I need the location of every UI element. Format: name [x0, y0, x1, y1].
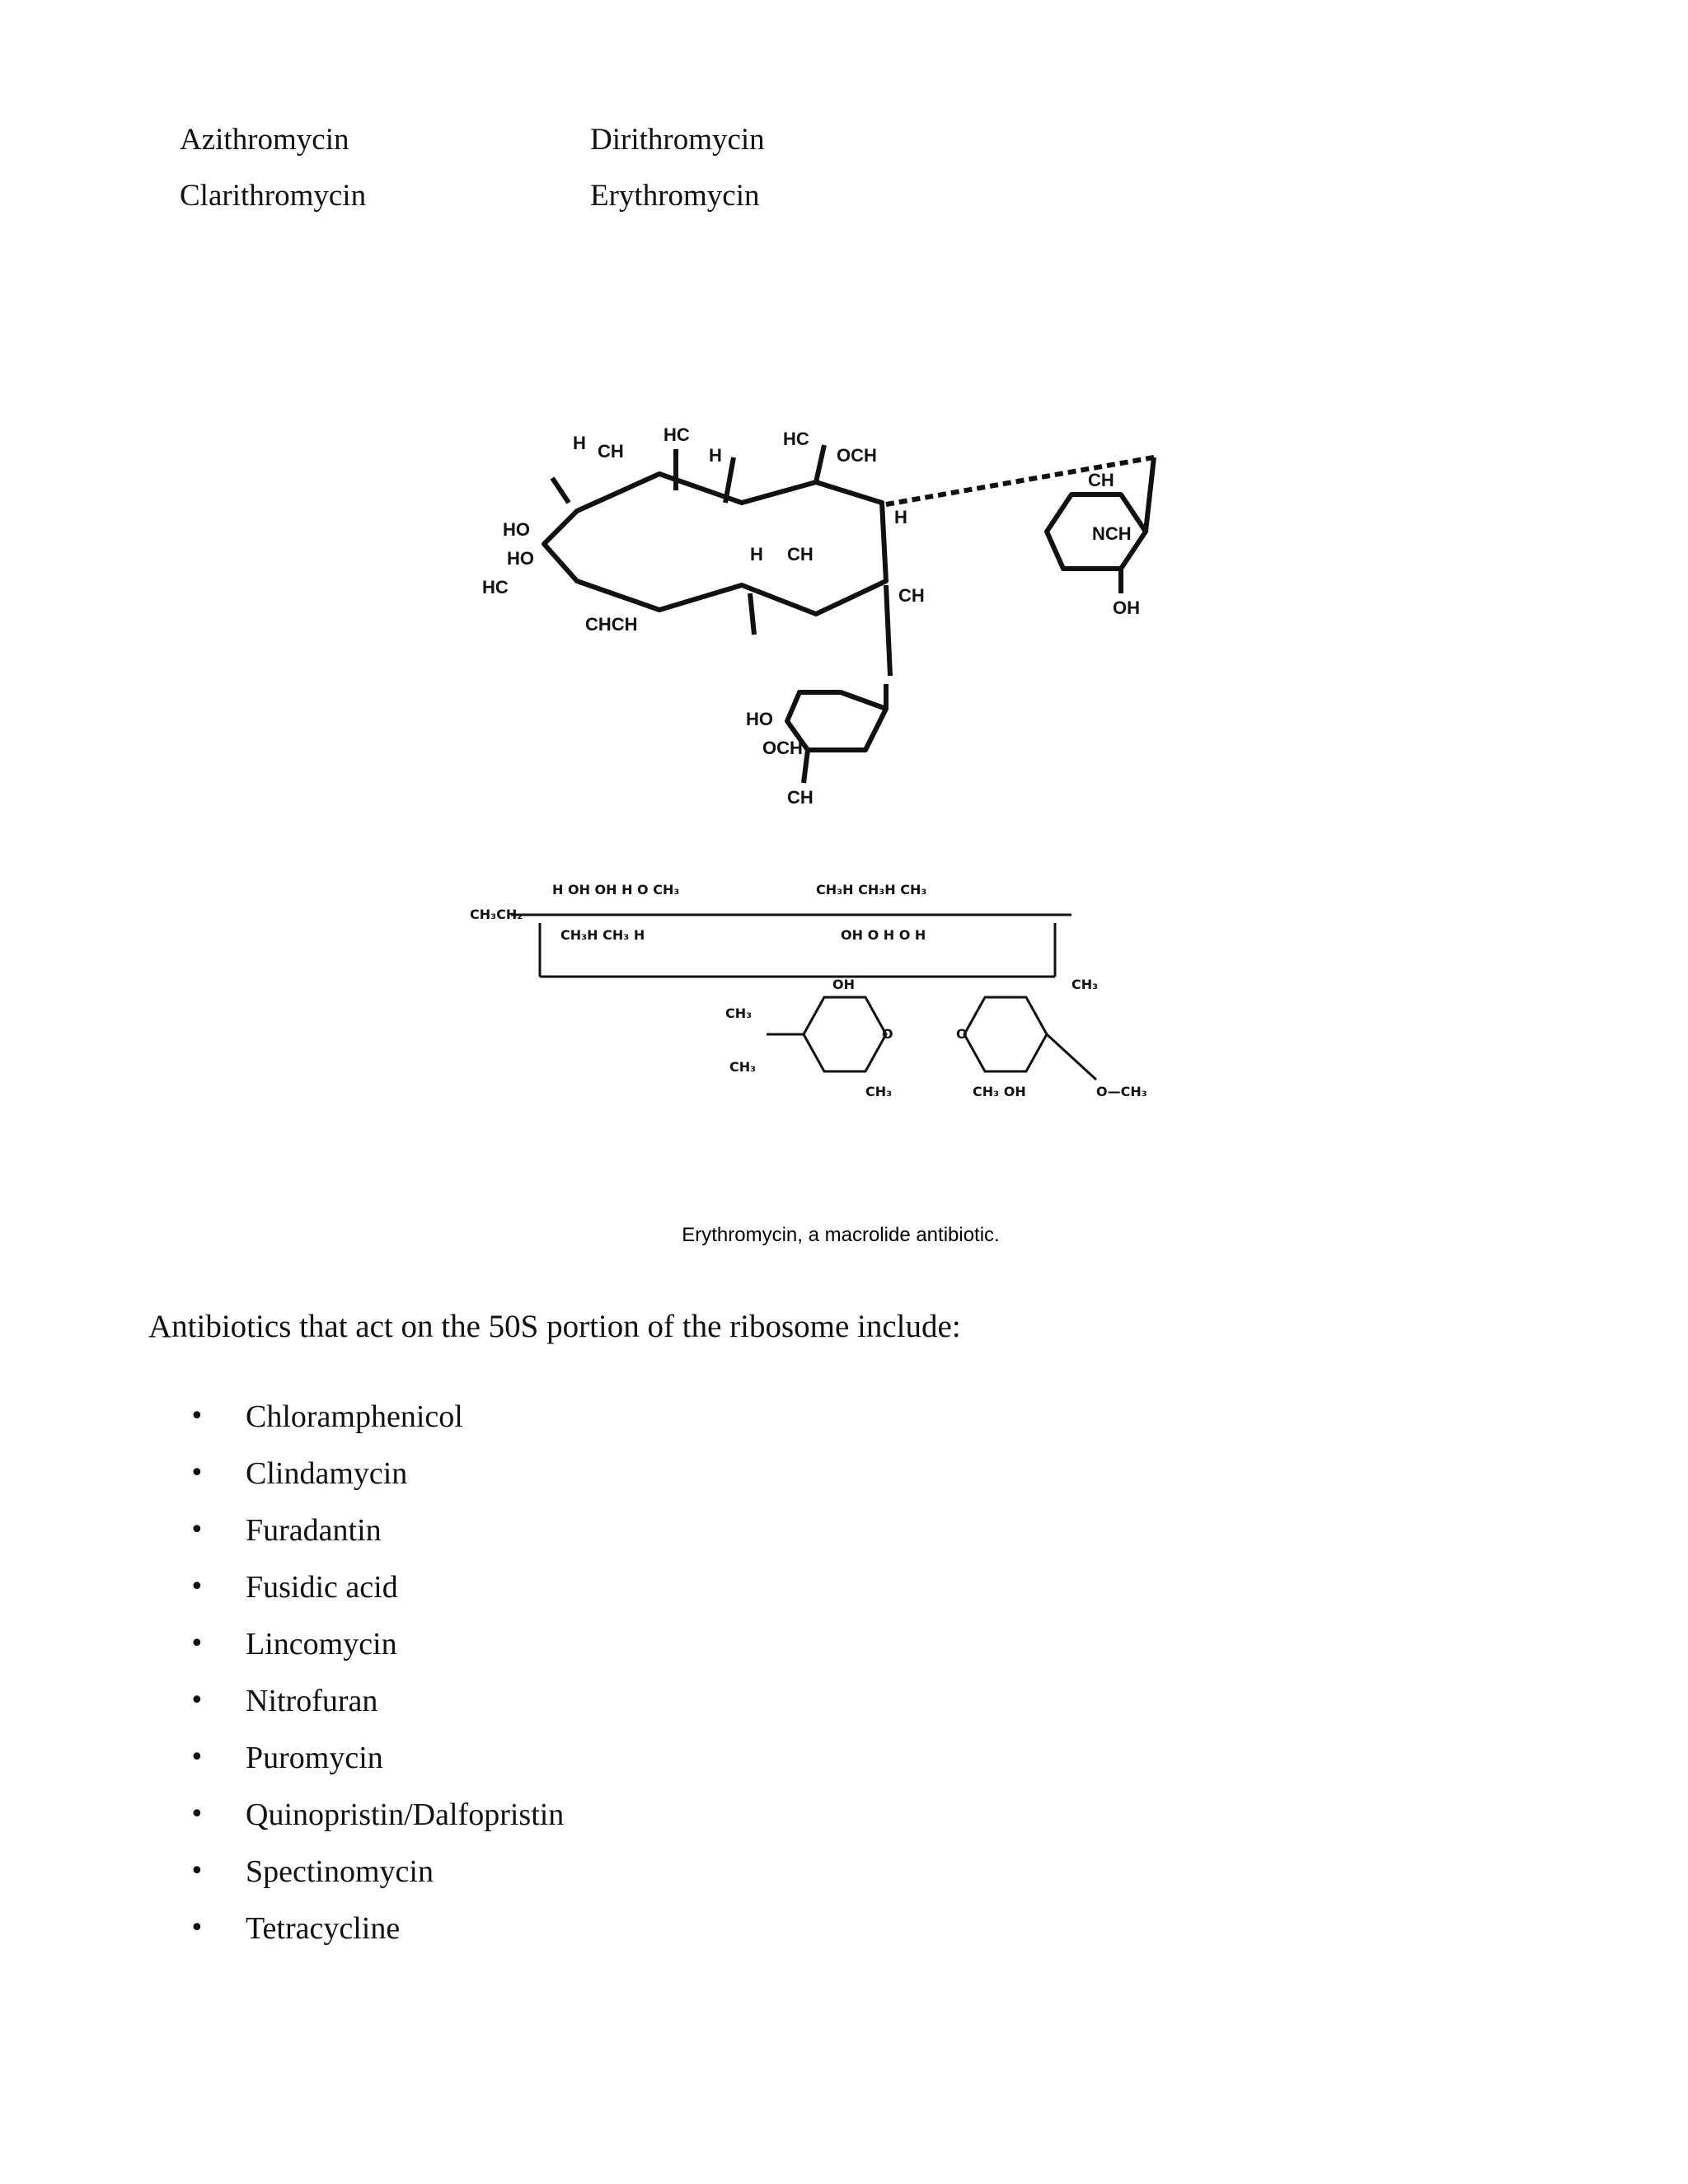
svg-text:CH: CH — [787, 544, 814, 565]
svg-text:CH₃ OH: CH₃ OH — [973, 1084, 1026, 1099]
svg-text:CH₃CH₂: CH₃CH₂ — [470, 907, 523, 922]
svg-text:CH: CH — [1088, 470, 1114, 490]
svg-text:CH₃: CH₃ — [1071, 977, 1099, 992]
bullet-icon: • — [190, 1572, 204, 1601]
bullet-icon: • — [190, 1459, 204, 1488]
svg-text:CH₃H CH₃ H: CH₃H CH₃ H — [560, 927, 645, 943]
svg-text:H: H — [709, 445, 722, 466]
svg-text:HO: HO — [503, 519, 530, 540]
bullet-icon: • — [190, 1686, 204, 1715]
drug-erythromycin: Erythromycin — [590, 179, 760, 213]
list-item-text: Quinopristin/Dalfopristin — [246, 1797, 565, 1832]
svg-text:H: H — [573, 433, 586, 453]
list-item-text: Fusidic acid — [246, 1570, 398, 1605]
list-item — [190, 1401, 564, 1458]
list-item — [190, 1515, 564, 1572]
macrolide-list — [180, 124, 921, 213]
list-item-text: Clindamycin — [246, 1456, 408, 1491]
svg-text:OH O H O H: OH O H O H — [841, 927, 926, 943]
svg-text:HO: HO — [746, 709, 773, 729]
svg-text:OH: OH — [1113, 598, 1140, 618]
list-item — [190, 1572, 564, 1629]
list-item — [190, 1458, 564, 1515]
svg-text:O—CH₃: O—CH₃ — [1096, 1084, 1147, 1099]
list-item — [190, 1629, 564, 1685]
svg-text:HC: HC — [783, 429, 809, 449]
list-item-text: Tetracycline — [246, 1911, 401, 1946]
antibiotic-list — [190, 1401, 564, 1970]
list-item-text: Spectinomycin — [246, 1854, 434, 1889]
svg-text:OH: OH — [832, 977, 855, 992]
svg-text:CH₃: CH₃ — [729, 1059, 757, 1075]
drug-azithromycin: Azithromycin — [180, 123, 349, 157]
svg-text:HC: HC — [663, 424, 690, 445]
section-intro: Antibiotics that act on the 50S portion of the ribosome include: — [148, 1309, 961, 1344]
bullet-icon: • — [190, 1516, 204, 1544]
list-item-text: Nitrofuran — [246, 1684, 378, 1718]
bullet-icon: • — [190, 1857, 204, 1886]
bullet-icon: • — [190, 1402, 204, 1431]
svg-text:CH: CH — [598, 441, 624, 462]
svg-text:CH: CH — [787, 787, 814, 808]
svg-text:NCH: NCH — [1092, 523, 1132, 544]
figure-caption: Erythromycin, a macrolide antibiotic. — [682, 1224, 1000, 1246]
erythromycin-structure-figure — [470, 412, 1212, 1277]
list-item — [190, 1913, 564, 1970]
list-item-text: Chloramphenicol — [246, 1399, 463, 1434]
svg-text:H: H — [894, 507, 907, 527]
svg-text:CH: CH — [898, 585, 925, 606]
svg-text:CH₃: CH₃ — [865, 1084, 893, 1099]
svg-text:OCH: OCH — [762, 738, 803, 758]
svg-text:CH₃: CH₃ — [725, 1005, 753, 1021]
bullet-icon: • — [190, 1800, 204, 1829]
svg-text:HC: HC — [482, 577, 509, 598]
svg-text:OCH: OCH — [837, 445, 877, 466]
list-item-text: Furadantin — [246, 1513, 382, 1548]
svg-text:CH₃H CH₃H CH₃: CH₃H CH₃H CH₃ — [816, 882, 927, 898]
erythromycin-structure-drawing — [470, 412, 1212, 1277]
svg-text:H OH OH H O CH₃: H OH OH H O CH₃ — [552, 882, 680, 898]
svg-text:O: O — [956, 1026, 968, 1042]
svg-text:HO: HO — [507, 548, 534, 569]
list-item-text: Lincomycin — [246, 1627, 397, 1661]
list-item-text: Puromycin — [246, 1741, 383, 1775]
list-item — [190, 1742, 564, 1799]
drug-clarithromycin: Clarithromycin — [180, 179, 367, 213]
bullet-icon: • — [190, 1629, 204, 1658]
svg-text:CHCH: CHCH — [585, 614, 638, 635]
list-item — [190, 1685, 564, 1742]
list-item — [190, 1856, 564, 1913]
drug-dirithromycin: Dirithromycin — [590, 123, 765, 157]
bullet-icon: • — [190, 1743, 204, 1772]
svg-text:O: O — [882, 1026, 893, 1042]
list-item — [190, 1799, 564, 1856]
svg-text:H: H — [750, 544, 763, 565]
bullet-icon: • — [190, 1914, 204, 1943]
